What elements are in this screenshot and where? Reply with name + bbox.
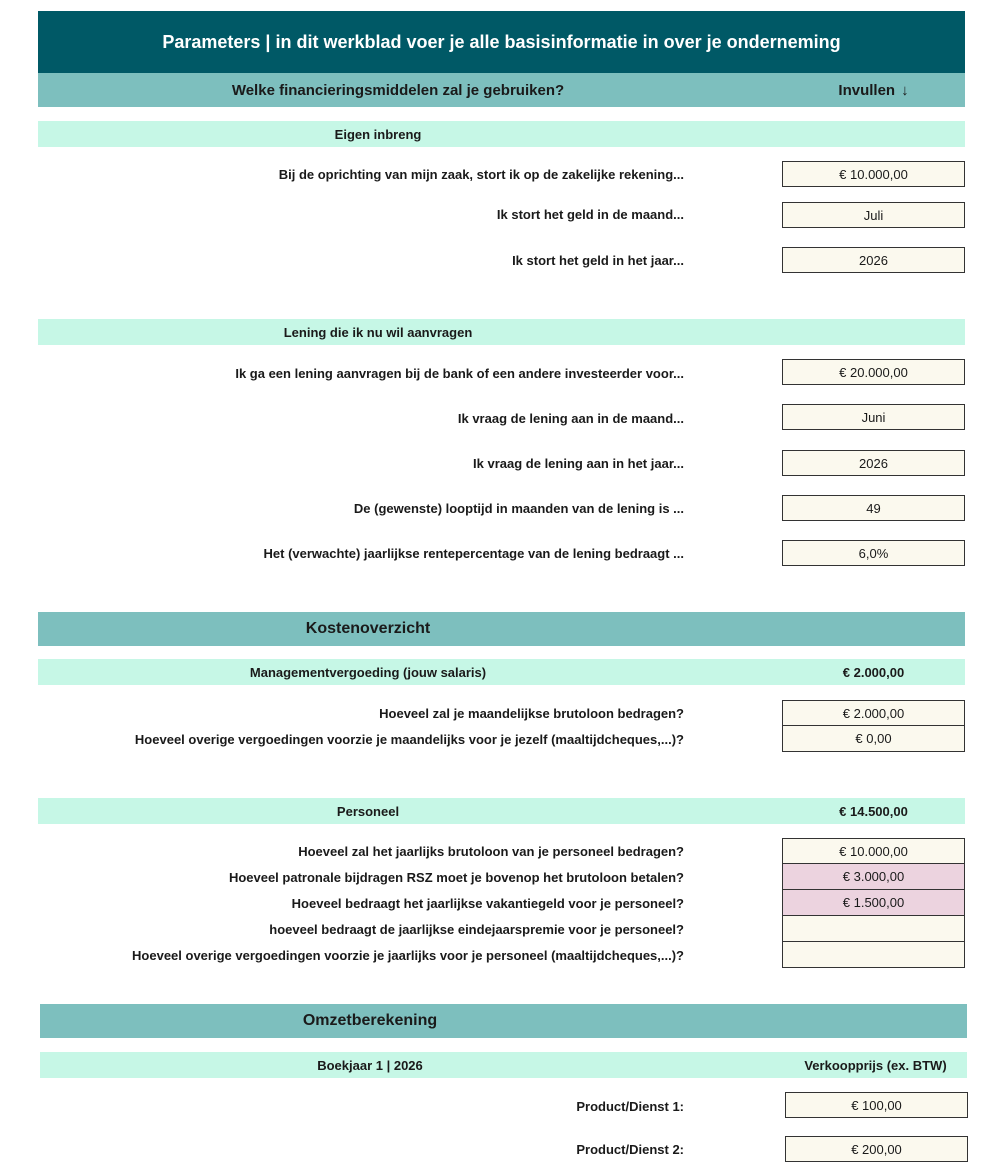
management-other-input[interactable]: € 0,00 — [782, 726, 965, 752]
lening-year-input[interactable]: 2026 — [782, 450, 965, 476]
financing-question: Welke financieringsmiddelen zal je gebruiken? — [231, 81, 565, 99]
eigen-inbreng-amount-input[interactable]: € 10.000,00 — [782, 161, 965, 187]
omzet-price-title: Verkoopprijs (ex. BTW) — [804, 1057, 947, 1073]
row-label: Hoeveel bedraagt het jaarlijkse vakantiegeld voor je personeel? — [291, 896, 684, 911]
personeel-total: € 14.500,00 — [839, 803, 908, 819]
lening-amount-input[interactable]: € 20.000,00 — [782, 359, 965, 385]
row-label: hoeveel bedraagt de jaarlijkse eindejaarspremie voor je personeel? — [269, 922, 684, 937]
personeel-bonus-input[interactable] — [782, 916, 965, 942]
eigen-inbreng-month-input[interactable]: Juli — [782, 202, 965, 228]
eigen-inbreng-year-input[interactable]: 2026 — [782, 247, 965, 273]
personeel-other-input[interactable] — [782, 942, 965, 968]
row-label: Product/Dienst 2: — [576, 1142, 684, 1157]
management-title: Managementvergoeding (jouw salaris) — [249, 664, 487, 680]
lening-header — [38, 319, 965, 345]
omzet-title: Omzetberekening — [302, 1012, 438, 1029]
row-label: Hoeveel patronale bijdragen RSZ moet je bovenop het brutoloon betalen? — [228, 870, 684, 885]
product-2-price-input[interactable]: € 200,00 — [785, 1136, 968, 1162]
row-label: Ik stort het geld in het jaar... — [512, 253, 684, 268]
row-label: Ik ga een lening aanvragen bij de bank of een andere investeerder voor... — [235, 366, 684, 381]
omzet-section-header — [40, 1004, 967, 1038]
omzet-year-title: Boekjaar 1 | 2026 — [317, 1057, 423, 1073]
row-label: De (gewenste) looptijd in maanden van de lening is ... — [353, 501, 684, 516]
management-header — [38, 659, 965, 685]
row-label: Ik vraag de lening aan in de maand... — [457, 411, 684, 426]
fill-in-label — [782, 82, 965, 99]
kosten-section-header — [38, 612, 965, 646]
row-label: Product/Dienst 1: — [576, 1099, 684, 1114]
lening-month-input[interactable]: Juni — [782, 404, 965, 430]
lening-title: Lening die ik nu wil aanvragen — [283, 324, 473, 340]
kosten-title: Kostenoverzicht — [305, 620, 431, 637]
arrow-down-icon: ↓ — [901, 81, 909, 99]
financing-section-header — [38, 73, 965, 107]
row-label: Hoeveel overige vergoedingen voorzie je maandelijks voor je jezelf (maaltijdcheques,...)? — [134, 732, 684, 747]
eigen-inbreng-title: Eigen inbreng — [334, 126, 422, 142]
row-label: Ik vraag de lening aan in het jaar... — [473, 456, 684, 471]
personeel-header — [38, 798, 965, 824]
row-label: Hoeveel zal het jaarlijks brutoloon van je personeel bedragen? — [298, 844, 684, 859]
lening-term-input[interactable]: 49 — [782, 495, 965, 521]
page-title: Parameters | in dit werkblad voer je alle basisinformatie in over je onderneming — [38, 11, 965, 73]
personeel-salary-input[interactable]: € 10.000,00 — [782, 838, 965, 864]
product-1-price-input[interactable]: € 100,00 — [785, 1092, 968, 1118]
row-label: Het (verwachte) jaarlijkse rentepercentage van de lening bedraagt ... — [263, 546, 684, 561]
eigen-inbreng-header — [38, 121, 965, 147]
personeel-holiday-value: € 1.500,00 — [782, 890, 965, 916]
management-salary-input[interactable]: € 2.000,00 — [782, 700, 965, 726]
row-label: Hoeveel overige vergoedingen voorzie je jaarlijks voor je personeel (maaltijdcheques,...)? — [132, 948, 684, 963]
fill-in-text: Invullen — [838, 81, 896, 99]
personeel-rsz-value: € 3.000,00 — [782, 864, 965, 890]
row-label: Ik stort het geld in de maand... — [496, 207, 684, 222]
personeel-title: Personeel — [336, 803, 400, 819]
management-total: € 2.000,00 — [842, 664, 905, 680]
omzet-year-header — [40, 1052, 967, 1078]
row-label: Bij de oprichting van mijn zaak, stort ik op de zakelijke rekening... — [278, 167, 684, 182]
lening-interest-input[interactable]: 6,0% — [782, 540, 965, 566]
row-label: Hoeveel zal je maandelijkse brutoloon bedragen? — [379, 706, 684, 721]
